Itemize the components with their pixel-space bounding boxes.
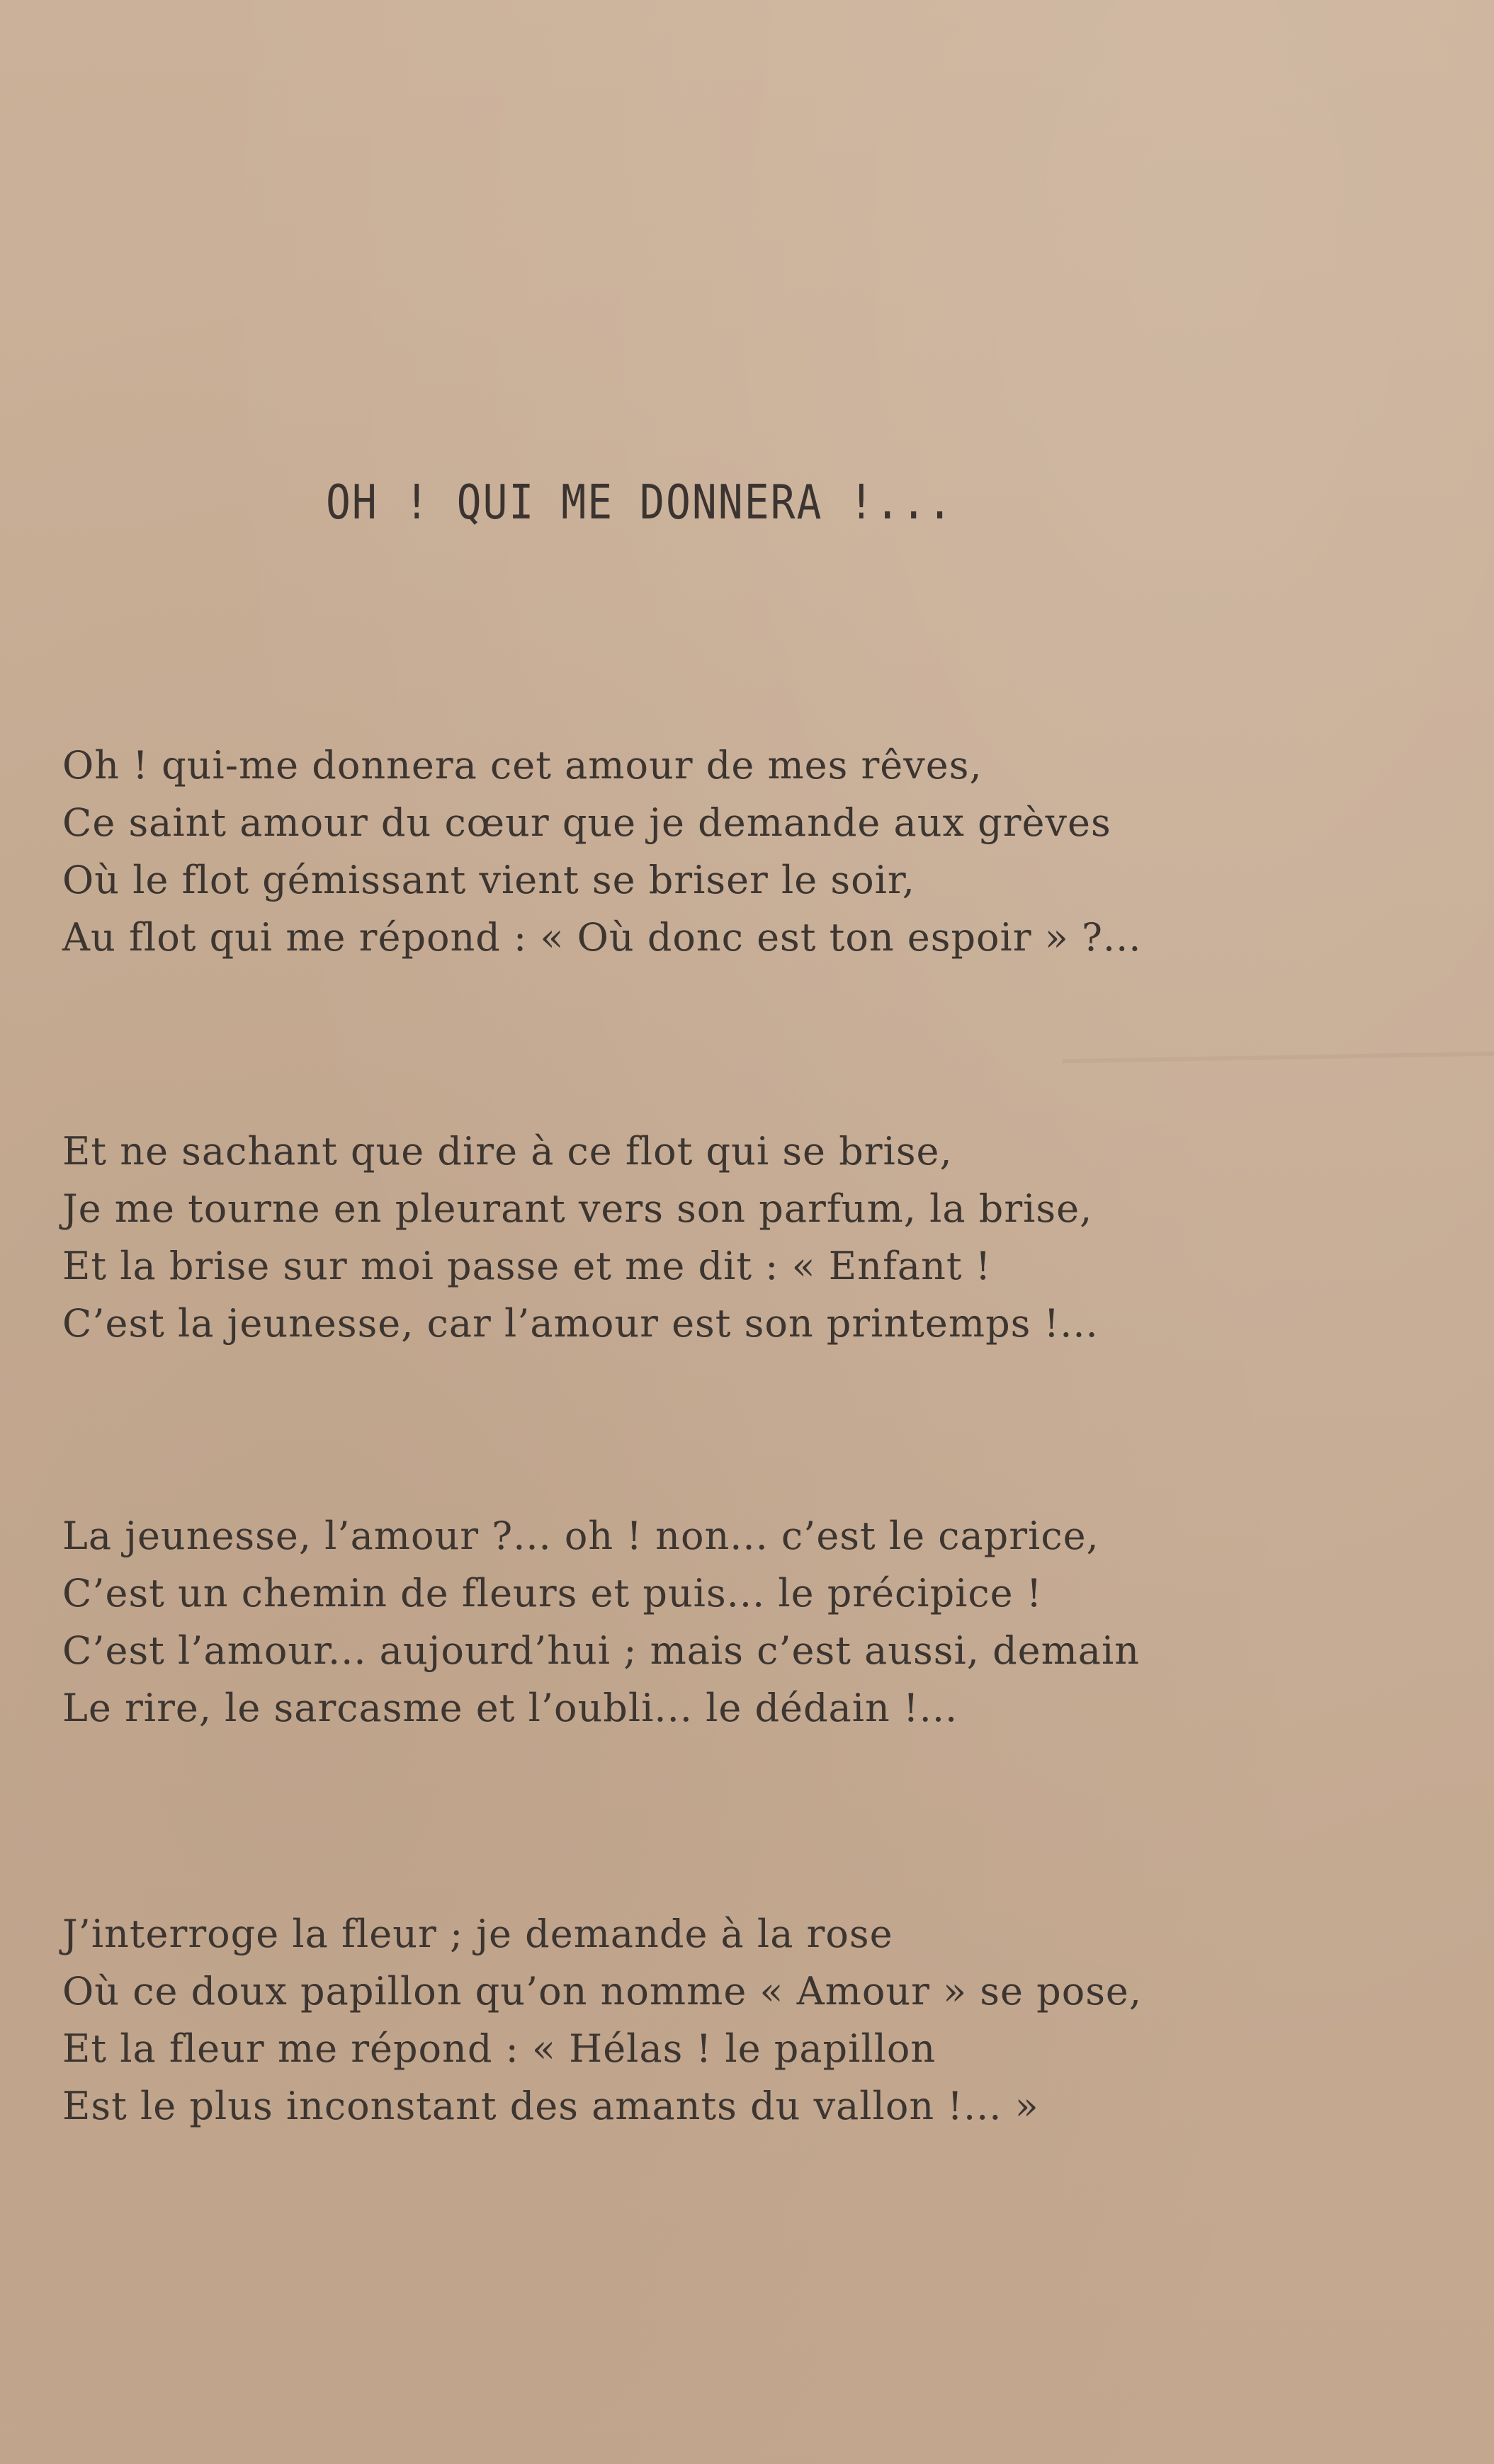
- verse-line: Oh ! qui-me donnera cet amour de mes rêves,: [62, 743, 983, 788]
- stanza-1: [62, 737, 1141, 966]
- verse-line: Est le plus inconstant des amants du vallon !... »: [62, 2084, 1039, 2128]
- verse-line: C’est la jeunesse, car l’amour est son printemps !...: [62, 1301, 1099, 1346]
- verse-line: J’interroge la fleur ; je demande à la rose: [62, 1912, 893, 1956]
- verse-line: Et la brise sur moi passe et me dit : « Enfant !: [62, 1244, 992, 1288]
- stanza-2: [62, 1123, 1099, 1352]
- verse-line: La jeunesse, l’amour ?... oh ! non... c’est le caprice,: [62, 1514, 1099, 1558]
- verse-line: Où ce doux papillon qu’on nomme « Amour » se pose,: [62, 1969, 1143, 2014]
- verse-line: Je me tourne en pleurant vers son parfum, la brise,: [62, 1186, 1093, 1231]
- stanza-3: [62, 1507, 1140, 1737]
- verse-line: C’est un chemin de fleurs et puis... le précipice !: [62, 1571, 1043, 1616]
- stanza-4: [62, 1905, 1142, 2135]
- verse-line: Et ne sachant que dire à ce flot qui se brise,: [62, 1129, 953, 1174]
- verse-line: Ce saint amour du cœur que je demande aux grèves: [62, 800, 1111, 845]
- poem-title: OH ! QUI ME DONNERA !...: [326, 475, 954, 530]
- verse-line: Le rire, le sarcasme et l’oubli... le dédain !...: [62, 1686, 958, 1730]
- paper-fold: [1063, 1052, 1494, 1064]
- verse-line: Et la fleur me répond : « Hélas ! le papillon: [62, 2026, 936, 2071]
- verse-line: Où le flot gémissant vient se briser le soir,: [62, 858, 915, 902]
- verse-line: Au flot qui me répond : « Où donc est ton espoir » ?...: [62, 915, 1142, 960]
- verse-line: C’est l’amour... aujourd’hui ; mais c’est aussi, demain: [62, 1628, 1141, 1673]
